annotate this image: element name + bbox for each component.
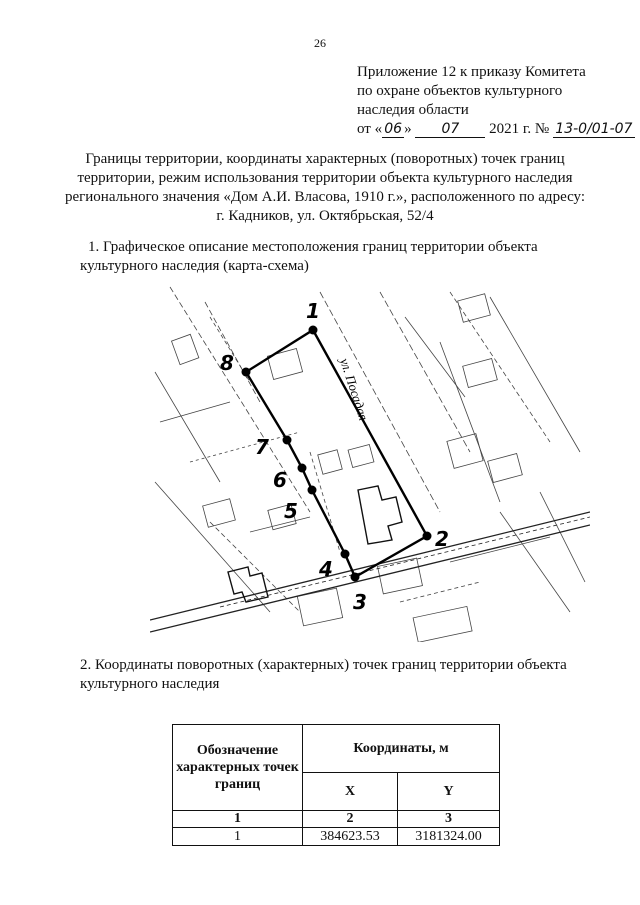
cell-x: 384623.53 <box>303 828 398 846</box>
boundary-point-markers <box>242 326 432 582</box>
section-1-line-1: 1. Графическое описание местоположения границ территории объекта <box>88 239 538 255</box>
index-cell: 3 <box>398 811 500 828</box>
point-label-5: 5 <box>284 499 298 523</box>
page-number: 26 <box>314 36 326 50</box>
point-label-8: 8 <box>220 351 234 375</box>
date-year: 2021 г. № <box>489 121 550 137</box>
appendix-line-3: наследия области <box>357 102 469 118</box>
section-1-heading <box>80 238 592 276</box>
header-coordinates: Координаты, м <box>303 725 500 773</box>
table-row <box>173 828 500 846</box>
coordinates-table <box>172 724 500 846</box>
header-y: Y <box>398 773 500 811</box>
date-month: 07 <box>415 122 485 138</box>
index-cell: 2 <box>303 811 398 828</box>
date-mid: » <box>404 121 412 137</box>
section-2-line-2: культурного наследия <box>80 676 220 692</box>
neighbor-building-outlines <box>228 486 402 602</box>
point-label-3: 3 <box>353 590 367 614</box>
appendix-line-2: по охране объектов культурного <box>357 83 563 99</box>
point-label-7: 7 <box>255 435 269 459</box>
point-label-6: 6 <box>273 468 287 492</box>
street-label: ул. Посадая <box>337 356 372 423</box>
header-designation: Обозначение характерных точек границ <box>173 725 303 811</box>
appendix-line-1: Приложение 12 к приказу Комитета <box>357 64 586 80</box>
appendix-header <box>357 63 633 139</box>
point-label-4: 4 <box>319 557 333 581</box>
site-plan-map <box>150 282 590 642</box>
section-1-line-2: культурного наследия (карта-схема) <box>80 258 309 274</box>
territory-boundary <box>246 330 427 577</box>
point-labels <box>220 299 449 614</box>
order-number: 13-0/01-07 <box>553 122 635 138</box>
point-label-2: 2 <box>435 527 449 551</box>
appendix-date-line <box>357 120 633 139</box>
section-2-line-1: 2. Координаты поворотных (характерных) точек границ территории объекта <box>80 657 567 673</box>
document-title: Границы территории, координаты характерных (поворотных) точек границ территории, режим использования территории объекта культурного наследия регионального значения «Дом А.И. Власова, 1910 г.», расположенного по адресу: г. Кадников, ул. Октябрьская, 52/4 <box>64 151 586 224</box>
background-cadastral-lines <box>155 287 585 642</box>
point-label-1: 1 <box>306 299 320 323</box>
index-cell: 1 <box>173 811 303 828</box>
header-x: X <box>303 773 398 811</box>
road-lines <box>150 512 590 632</box>
date-prefix: от « <box>357 121 383 137</box>
table-index-row <box>173 811 500 828</box>
cell-y: 3181324.00 <box>398 828 500 846</box>
date-day: 06 <box>382 122 404 138</box>
section-2-heading <box>80 656 592 694</box>
cell-point: 1 <box>173 828 303 846</box>
